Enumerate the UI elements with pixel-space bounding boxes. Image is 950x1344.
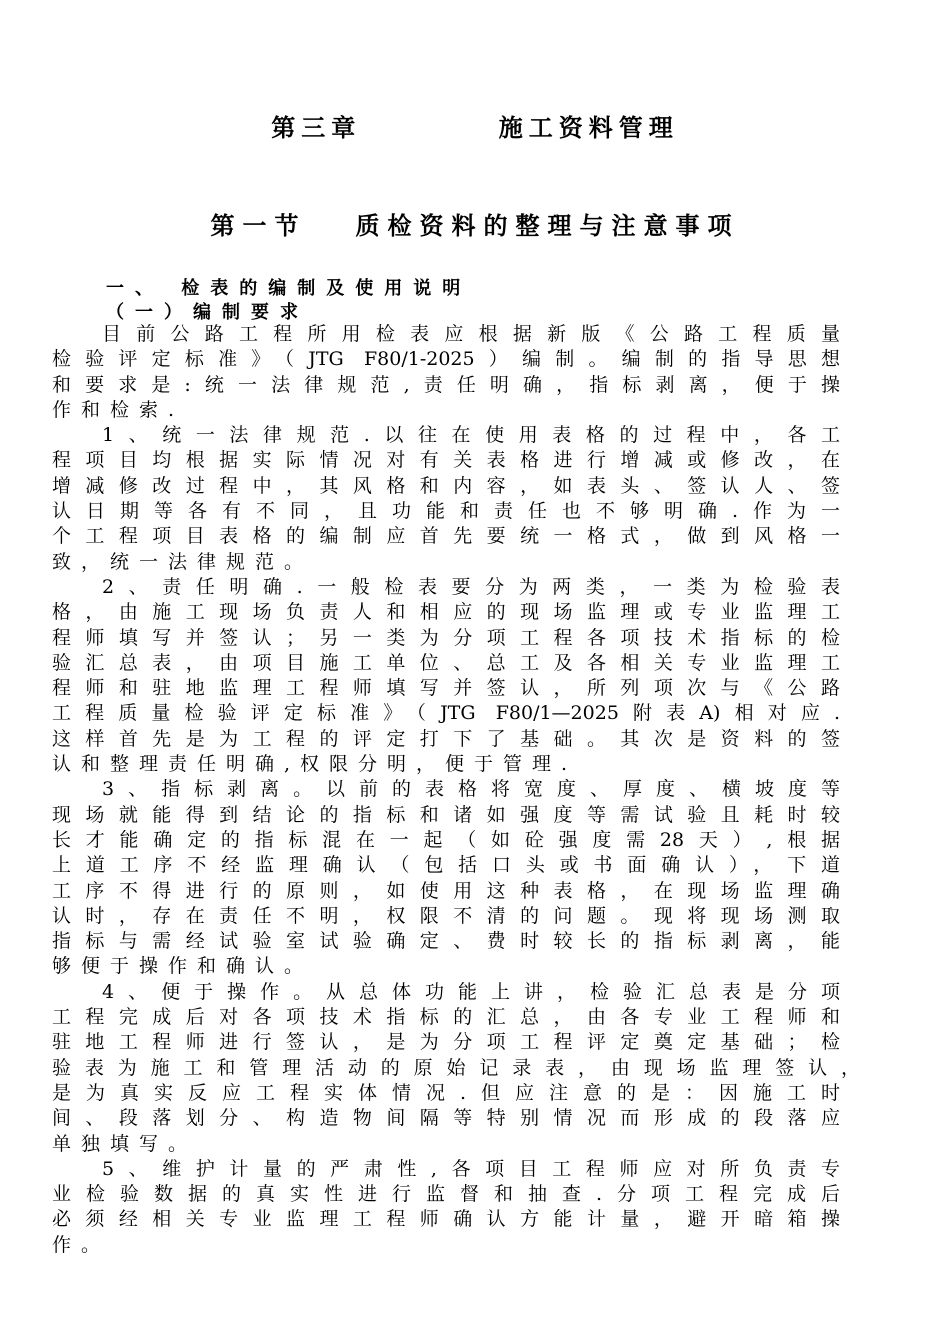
text-line: 程师填写并签认；另一类为分项工程各项技术指标的检 [52, 626, 840, 649]
text-line: 业检验数据的真实性进行监督和抽查.分项工程完成后 [52, 1183, 840, 1206]
text-line: 验表为施工和管理活动的原始记录表，由现场监理签认， [52, 1056, 860, 1079]
text-line: 验汇总表，由项目施工单位、总工及各相关专业监理工 [52, 651, 840, 674]
text-line: 指标与需经试验室试验确定、费时较长的指标剥离，能 [52, 930, 840, 953]
body-text [52, 322, 860, 1258]
chapter-title: 第三章 施工资料管理 [271, 114, 679, 142]
text-line: 程师和驻地监理工程师填写并签认，所列项次与《公路 [52, 677, 840, 700]
text-line: 作和检索. [52, 398, 185, 421]
text-line: 长才能确定的指标混在一起（如砼强度需28天）,根据 [52, 828, 840, 851]
heading-level-1: 一、 检表的编制及使用说明 [106, 278, 472, 299]
heading-level-2: （一）编制要求 [106, 302, 309, 323]
text-line: 增减修改过程中，其风格和内容，如表头、签认人、签 [52, 474, 840, 497]
text-line: 个工程项目表格的编制应首先要统一格式，做到风格一 [52, 525, 840, 548]
text-line: 现场就能得到结论的指标和诸如强度等需试验且耗时较 [52, 803, 840, 826]
text-line: 3、指标剥离。以前的表格将宽度、厚度、横坡度等 [102, 778, 840, 801]
text-line: 目前公路工程所用检表应根据新版《公路工程质量 [102, 323, 840, 345]
text-line: 上道工序不经监理确认（包括口头或书面确认），下道 [52, 854, 840, 877]
text-line: 单独填写。 [52, 1132, 198, 1155]
text-line: 1、统一法律规范.以往在使用表格的过程中，各工 [102, 424, 840, 447]
text-line: 5、维护计量的严肃性,各项目工程师应对所负责专 [102, 1157, 840, 1180]
text-line: 4、便于操作。从总体功能上讲，检验汇总表是分项 [102, 980, 840, 1003]
text-line: 驻地工程师进行签认，是为分项工程评定奠定基础；检 [52, 1031, 840, 1054]
text-line: 够便于操作和确认。 [52, 955, 314, 978]
text-line: 工程质量检验评定标准》（JTG F80/1—2025附表A)相对应. [52, 702, 840, 725]
text-line: 工序不得进行的原则，如使用这种表格，在现场监理确 [52, 879, 840, 902]
text-line: 认时，存在责任不明，权限不清的问题。现将现场测取 [52, 904, 840, 927]
text-line: 和要求是:统一法律规范,责任明确，指标剥离，便于操 [52, 373, 840, 396]
text-line: 这样首先是为工程的评定打下了基础。其次是资料的签 [52, 727, 840, 750]
text-line: 程项目均根据实际情况对有关表格进行增减或修改，在 [52, 449, 840, 472]
text-line: 致，统一法律规范。 [52, 550, 314, 573]
text-line: 作。 [52, 1233, 111, 1256]
text-line: 是为真实反应工程实体情况.但应注意的是：因施工时 [52, 1081, 840, 1104]
text-line: 间、段落划分、构造物间隔等特别情况而形成的段落应 [52, 1107, 840, 1130]
text-line: 2、责任明确.一般检表要分为两类，一类为检验表 [102, 575, 840, 598]
text-line: 格，由施工现场负责人和相应的现场监理或专业监理工 [52, 601, 840, 624]
text-line: 必须经相关专业监理工程师确认方能计量，避开暗箱操 [52, 1208, 840, 1231]
text-line: 工程完成后对各项技术指标的汇总，由各专业工程师和 [52, 1006, 840, 1029]
text-line: 认和整理责任明确,权限分明，便于管理. [52, 753, 578, 776]
text-line: 认日期等各有不同，且功能和责任也不够明确.作为一 [52, 500, 840, 523]
text-line: 检验评定标准》（JTG F80/1-2025）编制。编制的指导思想 [52, 348, 840, 371]
section-title: 第一节 质检资料的整理与注意事项 [210, 212, 740, 240]
